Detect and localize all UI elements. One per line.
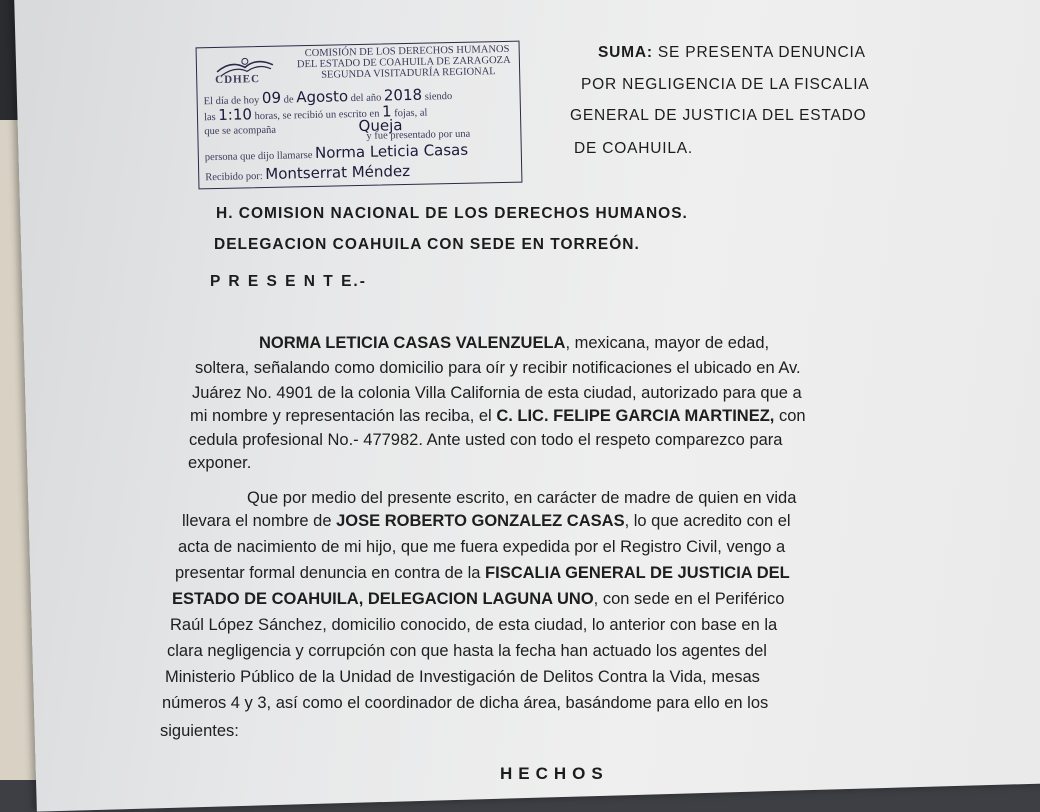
- stamp-logo-text: CDHEC: [215, 73, 261, 87]
- para1-line2: soltera, señalando como domicilio para oír y recibir notificaciones el ubicado en Av.: [195, 359, 801, 377]
- para2-line4: [175, 564, 790, 583]
- stamp-month-value: Agosto: [296, 87, 349, 107]
- son-name: JOSE ROBERTO GONZALEZ CASAS: [336, 512, 625, 530]
- para1-line5: cedula profesional No.- 477982. Ante usted con todo el respeto comparezco para: [189, 431, 783, 449]
- stamp-row1-end: siendo: [424, 91, 453, 103]
- stamp-row3-label: que se acompaña: [204, 124, 277, 138]
- suma-line1: [598, 44, 866, 62]
- section-heading-hechos: HECHOS: [500, 764, 609, 783]
- suma-line1-text: SE PRESENTA DENUNCIA: [652, 44, 866, 61]
- stamp-presenter-name: Norma Leticia Casas: [314, 140, 469, 162]
- accused-entity-line1: FISCALIA GENERAL DE JUSTICIA DEL: [485, 564, 790, 582]
- stamp-org-line3: SEGUNDA VISITADURÍA REGIONAL: [321, 66, 496, 81]
- stamp-attachment-value: Queja: [358, 116, 403, 136]
- stamp-row4: y fue presentado por una: [366, 128, 471, 142]
- document-page: [14, 0, 1040, 812]
- stamp-row6-label: Recibido por:: [205, 171, 263, 184]
- stamp-row5: [205, 141, 469, 165]
- para2-line5: [172, 590, 784, 609]
- stamp-org-line1: COMISIÓN DE LOS DERECHOS HUMANOS: [304, 43, 510, 60]
- para1-line1: [259, 334, 769, 353]
- para1-line1-text: , mexicana, mayor de edad,: [565, 334, 770, 352]
- para2-line4-text: presentar formal denuncia en contra de la: [175, 564, 486, 582]
- stamp-org-line2: DEL ESTADO DE COAHUILA DE ZARAGOZA: [296, 54, 511, 71]
- suma-line2: POR NEGLIGENCIA DE LA FISCALIA: [581, 76, 870, 93]
- stamp-row2-label: las: [203, 112, 216, 124]
- para1-line4-end: con: [774, 407, 806, 425]
- para2-line10: siguientes:: [160, 722, 239, 740]
- stamp-row1-year-label: del año: [350, 92, 382, 105]
- para2-line5-end: , con sede en el Periférico: [593, 590, 785, 608]
- para1-line4-text: mi nombre y representación las reciba, el: [190, 407, 497, 425]
- addressee-present: P R E S E N T E.-: [210, 273, 367, 290]
- para2-line6: Raúl López Sánchez, domicilio conocido, de esta ciudad, lo anterior con base en la: [170, 616, 778, 634]
- para1-line3: Juárez No. 4901 de la colonia Villa California de esta ciudad, autorizado para que a: [192, 384, 802, 402]
- stamp-row6: [205, 162, 410, 184]
- para2-line9: números 4 y 3, así como el coordinador de dicha área, basándome para ello en los: [162, 694, 769, 712]
- stamp-receiver-name: Montserrat Méndez: [265, 161, 411, 183]
- stamp-row5-label: persona que dijo llamarse: [204, 149, 313, 164]
- para2-line2-end: , lo que acredito con el: [624, 512, 791, 530]
- stamp-year-value: 2018: [383, 85, 423, 105]
- suma-line3: GENERAL DE JUSTICIA DEL ESTADO: [570, 107, 867, 124]
- para2-line2: [182, 512, 791, 531]
- para2-line7: clara negligencia y corrupción con que hasta la fecha han actuado los agentes del: [167, 642, 767, 660]
- para2-line3: acta de nacimiento de mi hijo, que me fuera expedida por el Registro Civil, vengo a: [178, 538, 786, 556]
- stamp-row2-end: fojas, al: [394, 107, 428, 120]
- reception-stamp: [196, 41, 523, 190]
- para1-line6: exponer.: [188, 454, 252, 472]
- suma-label: SUMA:: [598, 44, 653, 61]
- suma-line4: DE COAHUILA.: [574, 140, 693, 157]
- para2-line2-text: llevara el nombre de: [182, 512, 337, 530]
- para2-line8: Ministerio Público de la Unidad de Investigación de Delitos Contra la Vida, mesas: [165, 668, 760, 686]
- para1-line4: [190, 407, 806, 426]
- para2-line1: Que por medio del presente escrito, en carácter de madre de quien en vida: [247, 489, 797, 507]
- stamp-day-value: 09: [261, 88, 282, 108]
- stamp-row1-label: El día de hoy: [203, 95, 260, 108]
- stamp-row1-de: de: [283, 94, 294, 106]
- addressee-line1: H. COMISION NACIONAL DE LOS DERECHOS HUMANOS.: [216, 205, 688, 222]
- lawyer-name: C. LIC. FELIPE GARCIA MARTINEZ,: [496, 407, 775, 425]
- addressee-line2: DELEGACION COAHUILA CON SEDE EN TORREÓN.: [214, 236, 640, 253]
- stamp-fojas-value: 1: [381, 102, 392, 121]
- complainant-name: NORMA LETICIA CASAS VALENZUELA: [259, 334, 566, 352]
- stamp-time-value: 1:10: [218, 105, 253, 124]
- stamp-row2-mid: horas, se recibió un escrito en: [254, 108, 380, 123]
- accused-entity-line2: ESTADO DE COAHUILA, DELEGACION LAGUNA UNO: [172, 590, 594, 608]
